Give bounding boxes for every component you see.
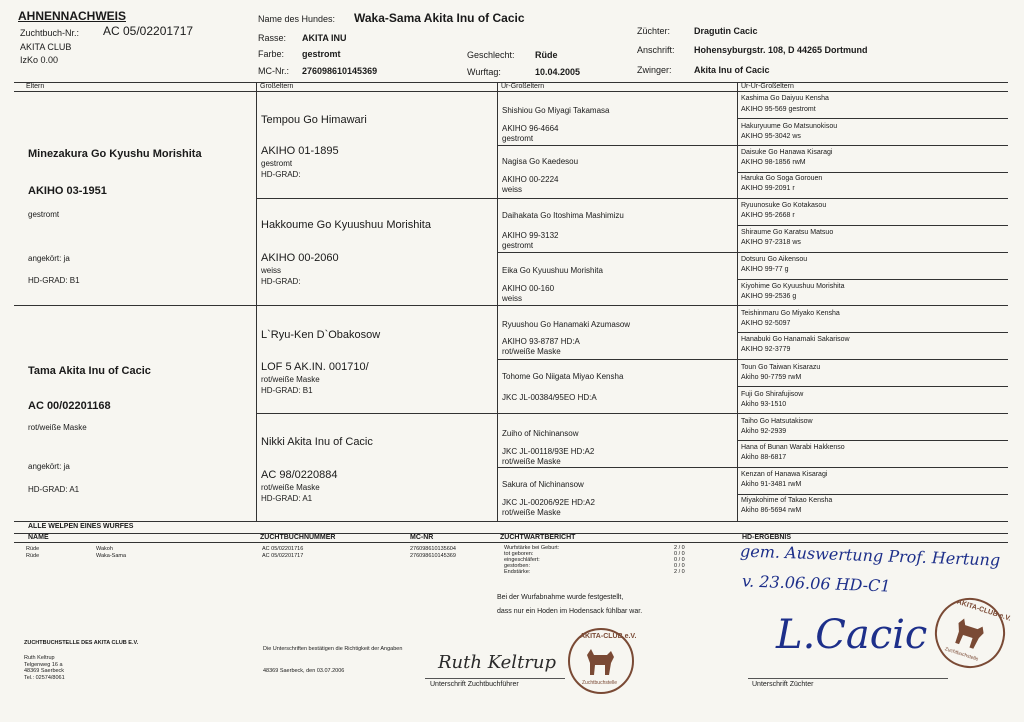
gg-grandparent-name: Daisuke Go Hanawa Kisaragi	[741, 149, 833, 156]
dog-name-label: Name des Hundes:	[258, 14, 336, 24]
grandparent-hd: HD-GRAD: B1	[261, 386, 313, 395]
litter-header-chip: MC-NR	[410, 534, 434, 541]
great-grandparent-color: rot/weiße Maske	[502, 508, 561, 517]
breeder-signature: L.Cacic	[776, 612, 928, 658]
gg-grandparent-reg: Akiho 88-6817	[741, 454, 787, 461]
great-grandparent-color: rot/weiße Maske	[502, 347, 561, 356]
gg-grandparent-name: Kiyohime Go Kyuushuu Morishita	[741, 283, 845, 290]
gg-grandparent-reg: AKIHO 95-569 gestromt	[741, 106, 816, 113]
office-street: Telgenweg 16 a	[24, 662, 63, 668]
gp-divider	[256, 413, 1008, 414]
studbook-number: AC 05/02201717	[103, 24, 194, 38]
grandparent-hd: HD-GRAD:	[261, 277, 301, 286]
dam-name: Tama Akita Inu of Cacic	[28, 365, 151, 377]
hd-handwritten-note: gem. Auswertung Prof. Hertung	[739, 541, 1001, 570]
hd-handwritten-result: v. 23.06.06 HD-C1	[741, 571, 891, 596]
report-label: gestorben:	[504, 563, 530, 569]
dam-reg: AC 00/02201168	[28, 400, 111, 412]
great-grandparent-name: Nagisa Go Kaedesou	[502, 157, 579, 166]
col-header-gg-grandparents: Ur-Ur-Großeltern	[741, 83, 794, 90]
gggp-divider	[737, 225, 1008, 226]
stamp-text: AKITA-CLUB e.V.	[955, 598, 1012, 623]
great-grandparent-name: Zuiho of Nichinansow	[502, 429, 579, 438]
litter-row-name: Waka-Sama	[96, 553, 127, 559]
gg-grandparent-reg: Akiho 91-3481 rwM	[741, 481, 802, 488]
sire-koer: angekört: ja	[28, 254, 70, 263]
report-label: eingeschläfert:	[504, 557, 540, 563]
litter-note: dass nur ein Hoden im Hodensack fühlbar war.	[497, 608, 643, 615]
gg-grandparent-reg: Akiho 92-2939	[741, 428, 787, 435]
report-value: 2 / 0	[674, 545, 685, 551]
gg-grandparent-reg: AKIHO 95-3042 ws	[741, 133, 801, 140]
great-grandparent-name: Daihakata Go Itoshima Mashimizu	[502, 211, 624, 220]
gg-grandparent-reg: AKIHO 99-2091 r	[741, 185, 795, 192]
great-grandparent-reg: AKIHO 00-160	[502, 284, 555, 293]
grandparent-color: rot/weiße Maske	[261, 375, 320, 384]
grandparent-color: gestromt	[261, 159, 293, 168]
gggp-divider	[737, 332, 1008, 333]
gg-grandparent-name: Haruka Go Soga Gorouen	[741, 175, 823, 182]
report-value: 0 / 0	[674, 563, 685, 569]
gggp-divider	[737, 118, 1008, 119]
office-phone: Tel.: 02574/8061	[24, 675, 65, 681]
litter-note: Bei der Wurfabnahme wurde festgestellt,	[497, 594, 624, 601]
gg-grandparent-reg: AKIHO 92-3779	[741, 346, 791, 353]
great-grandparent-color: rot/weiße Maske	[502, 457, 561, 466]
gg-grandparent-reg: AKIHO 95-2668 r	[741, 212, 795, 219]
column-divider	[737, 82, 738, 521]
breeder-value: Dragutin Cacic	[694, 26, 758, 36]
grandparent-hd: HD-GRAD: A1	[261, 494, 313, 503]
gg-grandparent-reg: AKIHO 98-1856 rwM	[741, 159, 806, 166]
gg-grandparent-name: Kenzan of Hanawa Kisaragi	[741, 471, 828, 478]
gg-grandparent-name: Hanabuki Go Hanamaki Sakarisow	[741, 336, 850, 343]
gggp-divider	[737, 386, 1008, 387]
grandparent-reg: AC 98/0220884	[261, 469, 338, 481]
dog-name: Waka-Sama Akita Inu of Cacic	[354, 11, 525, 25]
place-date: 48369 Saerbeck, den 03.07.2006	[263, 668, 345, 674]
dam-color: rot/weiße Maske	[28, 423, 87, 432]
gg-grandparent-name: Fuji Go Shirafujisow	[741, 391, 804, 398]
litter-title: ALLE WELPEN EINES WURFES	[28, 523, 134, 530]
keeper-signature-label: Unterschrift Zuchtbuchführer	[430, 681, 519, 688]
ggp-divider	[497, 467, 1008, 468]
sire-reg: AKIHO 03-1951	[28, 185, 107, 197]
report-value: 0 / 0	[674, 551, 685, 557]
breeder-label: Züchter:	[637, 26, 671, 36]
izko-value: IzKo 0.00	[20, 55, 59, 65]
litter-row-name: Wakoh	[96, 546, 113, 552]
great-grandparent-reg: JKC JL-00384/95EO HD:A	[502, 393, 597, 402]
gggp-divider	[737, 279, 1008, 280]
kennel-label: Zwinger:	[637, 65, 672, 75]
sire-name: Minezakura Go Kyushu Morishita	[28, 148, 202, 160]
stamp-subtext: Zuchtbuchstelle	[943, 646, 980, 663]
column-divider	[256, 82, 257, 521]
grandparent-reg: AKIHO 01-1895	[261, 145, 339, 157]
kennel-value: Akita Inu of Cacic	[694, 65, 770, 75]
great-grandparent-name: Tohome Go Niigata Miyao Kensha	[502, 372, 624, 381]
gg-grandparent-name: Teishinmaru Go Miyako Kensha	[741, 310, 840, 317]
akita-dog-icon	[581, 645, 621, 679]
gg-grandparent-name: Miyakohime of Takao Kensha	[741, 497, 833, 504]
report-value: 2 / 0	[674, 569, 685, 575]
grandparent-name: Hakkoume Go Kyuushuu Morishita	[261, 219, 431, 231]
gg-grandparent-reg: AKIHO 97-2318 ws	[741, 239, 801, 246]
litter-header-studbook: ZUCHTBUCHNUMMER	[260, 534, 336, 541]
gg-grandparent-name: Taiho Go Hatsutakisow	[741, 418, 813, 425]
gg-grandparent-reg: AKIHO 92-5097	[741, 320, 791, 327]
report-label: Endstärke:	[504, 569, 531, 575]
office-name: Ruth Keltrup	[24, 655, 55, 661]
office-city: 48369 Saerbeck	[24, 668, 65, 674]
great-grandparent-reg: AKIHO 00-2224	[502, 175, 559, 184]
sex-value: Rüde	[535, 50, 558, 60]
gg-grandparent-name: Kashima Go Daiyuu Kensha	[741, 95, 829, 102]
litter-row-chip: 276098610135604	[410, 546, 456, 552]
litter-row-sex: Rüde	[26, 546, 40, 552]
sex-label: Geschlecht:	[467, 50, 515, 60]
sire-hd: HD-GRAD: B1	[28, 276, 80, 285]
great-grandparent-name: Eika Go Kyuushuu Morishita	[502, 266, 603, 275]
gg-grandparent-reg: Akiho 86-5694 rwM	[741, 507, 802, 514]
great-grandparent-name: Shishiou Go Miyagi Takamasa	[502, 106, 610, 115]
chip-value: 276098610145369	[302, 66, 378, 76]
great-grandparent-reg: AKIHO 99-3132	[502, 231, 559, 240]
breed-value: AKITA INU	[302, 33, 347, 43]
grandparent-hd: HD-GRAD:	[261, 170, 301, 179]
report-label: Wurfstärke bei Geburt:	[504, 545, 560, 551]
great-grandparent-color: gestromt	[502, 134, 534, 143]
litter-header-bottom	[14, 542, 1008, 543]
whelped-value: 10.04.2005	[535, 67, 581, 77]
stamp-subtext: Zuchtbuchstelle	[582, 680, 618, 686]
gggp-divider	[737, 172, 1008, 173]
great-grandparent-reg: AKIHO 96-4664	[502, 124, 559, 133]
litter-header-name: NAME	[28, 534, 49, 541]
keeper-signature: Ruth Keltrup	[438, 652, 557, 673]
gg-grandparent-name: Hana of Bunan Warabi Hakkenso	[741, 444, 845, 451]
whelped-label: Wurftag:	[467, 67, 501, 77]
column-divider	[497, 82, 498, 521]
great-grandparent-name: Ryuushou Go Hanamaki Azumasow	[502, 320, 631, 329]
grandparent-reg: LOF 5 AK.IN. 001710/	[261, 361, 369, 373]
litter-row-studbook: AC 05/02201716	[262, 546, 304, 552]
litter-header-report: ZUCHTWARTBERICHT	[500, 534, 576, 541]
column-header-border	[14, 91, 1008, 92]
color-value: gestromt	[302, 49, 341, 59]
great-grandparent-color: gestromt	[502, 241, 534, 250]
grandparent-color: rot/weiße Maske	[261, 483, 320, 492]
great-grandparent-color: weiss	[502, 185, 523, 194]
gg-grandparent-name: Dotsuru Go Aikensou	[741, 256, 808, 263]
ggp-divider	[497, 252, 1008, 253]
stamp-text: AKITA-CLUB e.V.	[580, 633, 637, 640]
col-header-grandparents: Großeltern	[260, 83, 294, 90]
gg-grandparent-reg: Akiho 93-1510	[741, 401, 787, 408]
report-label: tot geboren:	[504, 551, 534, 557]
grandparent-color: weiss	[261, 266, 282, 275]
gg-grandparent-name: Toun Go Taiwan Kisarazu	[741, 364, 821, 371]
litter-row-chip: 276098610145369	[410, 553, 456, 559]
breeder-signature-label: Unterschrift Züchter	[752, 681, 814, 688]
great-grandparent-reg: JKC JL-00206/92E HD:A2	[502, 498, 595, 507]
grandparent-reg: AKIHO 00-2060	[261, 252, 339, 264]
gg-grandparent-name: Hakuryuume Go Matsunokisou	[741, 123, 838, 130]
office-title: ZUCHTBUCHSTELLE DES AKITA CLUB E.V.	[24, 640, 139, 646]
club-stamp	[926, 589, 1014, 677]
gg-grandparent-name: Ryuunosuke Go Kotakasou	[741, 202, 827, 209]
chip-label: MC-Nr.:	[258, 66, 289, 76]
color-label: Farbe:	[258, 49, 285, 59]
gggp-divider	[737, 440, 1008, 441]
club-name: AKITA CLUB	[20, 42, 72, 52]
studbook-label: Zuchtbuch-Nr.:	[20, 28, 80, 38]
sire-dam-divider	[14, 305, 1008, 306]
report-value: 0 / 0	[674, 557, 685, 563]
great-grandparent-color: weiss	[502, 294, 523, 303]
club-stamp	[568, 628, 637, 694]
dam-hd: HD-GRAD: A1	[28, 485, 80, 494]
gg-grandparent-name: Shiraume Go Karatsu Matsuo	[741, 229, 834, 236]
gg-grandparent-reg: Akiho 90-7759 rwM	[741, 374, 802, 381]
gggp-divider	[737, 494, 1008, 495]
grandparent-name: L`Ryu-Ken D`Obakosow	[261, 329, 381, 341]
confirm-note: Die Unterschriften bestätigen die Richtigkeit der Angaben	[263, 646, 403, 652]
keeper-signature-line	[425, 678, 565, 679]
address-value: Hohensyburgstr. 108, D 44265 Dortmund	[694, 45, 868, 55]
address-label: Anschrift:	[637, 45, 675, 55]
great-grandparent-reg: AKIHO 93-8787 HD:A	[502, 337, 580, 346]
grandparent-name: Tempou Go Himawari	[261, 114, 367, 126]
sire-color: gestromt	[28, 210, 60, 219]
litter-header-hd: HD-ERGEBNIS	[742, 534, 792, 541]
great-grandparent-name: Sakura of Nichinansow	[502, 480, 584, 489]
document-title: AHNENNACHWEIS	[18, 9, 126, 23]
gp-divider	[256, 198, 1008, 199]
gg-grandparent-reg: AKIHO 99-77 g	[741, 266, 789, 273]
grandparent-name: Nikki Akita Inu of Cacic	[261, 436, 373, 448]
breeder-signature-line	[748, 678, 948, 679]
litter-row-studbook: AC 05/02201717	[262, 553, 304, 559]
col-header-parents: Eltern	[26, 83, 45, 90]
gg-grandparent-reg: AKIHO 99-2536 g	[741, 293, 797, 300]
pedigree-bottom-border	[14, 521, 1008, 522]
breed-label: Rasse:	[258, 33, 287, 43]
col-header-great-grandparents: Ur-Großeltern	[501, 83, 545, 90]
dam-koer: angekört: ja	[28, 462, 70, 471]
litter-row-sex: Rüde	[26, 553, 40, 559]
great-grandparent-reg: JKC JL-00118/93E HD:A2	[502, 447, 595, 456]
ggp-divider	[497, 359, 1008, 360]
ggp-divider	[497, 145, 1008, 146]
